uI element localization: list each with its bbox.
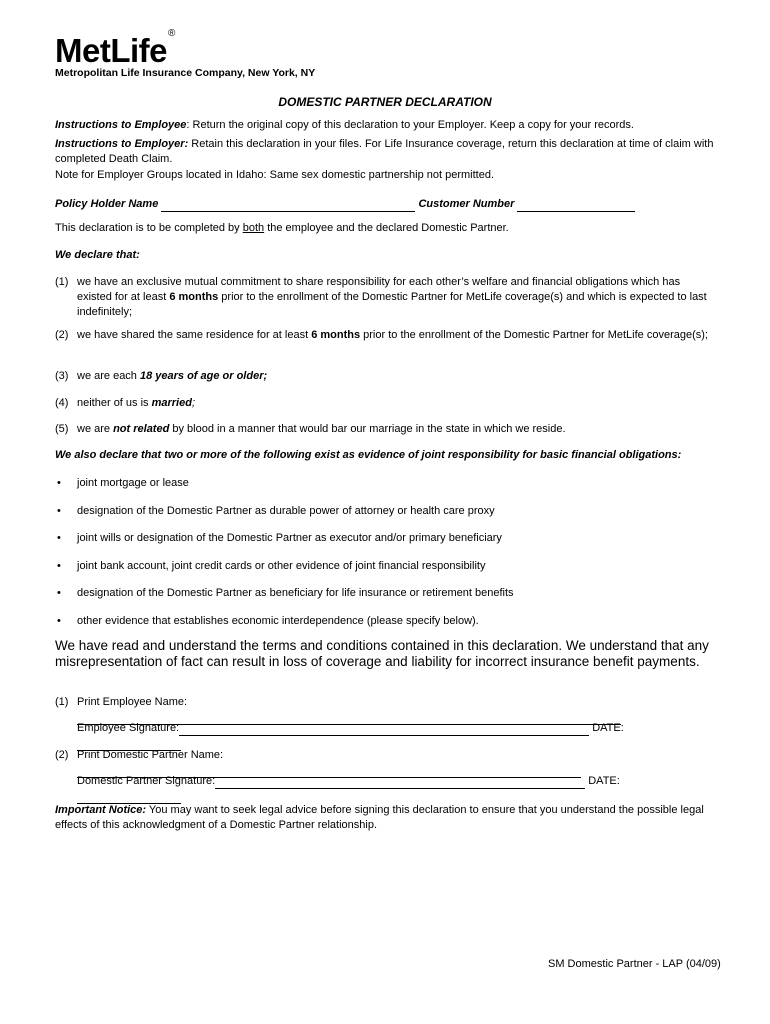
declaration-text: we are each (77, 370, 140, 382)
employee-signature-field[interactable] (179, 723, 589, 736)
declaration-emphasis: not related (113, 423, 170, 435)
declaration-item (77, 369, 717, 384)
company-name: Metropolitan Life Insurance Company, New York, NY (55, 67, 316, 79)
declaration-item (77, 396, 717, 411)
declaration-emphasis: 6 months (311, 329, 361, 341)
evidence-item: designation of the Domestic Partner as durable power of attorney or health care proxy (77, 505, 495, 517)
employee-instructions-label: Instructions to Employee (55, 119, 187, 131)
form-footer: SM Domestic Partner - LAP (04/09) (548, 958, 721, 970)
partner-signature-row (77, 774, 717, 804)
employee-signature-row (77, 721, 717, 751)
print-partner-label: Print Domestic Partner Name: (77, 749, 224, 761)
bullet-icon: • (57, 505, 61, 517)
also-declare-heading: We also declare that two or more of the following exist as evidence of joint responsibility for basic financial obligations: (55, 449, 682, 461)
bullet-icon: • (57, 532, 61, 544)
declaration-number: (5) (55, 423, 69, 435)
employee-signature-label: Employee Signature: (77, 722, 180, 734)
completion-note-rest: the employee and the declared Domestic Partner. (264, 222, 509, 234)
declaration-number: (3) (55, 370, 69, 382)
policy-holder-label: Policy Holder Name (55, 198, 159, 210)
declaration-number: (2) (55, 329, 69, 341)
partner-signature-field[interactable] (215, 776, 585, 789)
policy-holder-field[interactable] (161, 199, 415, 212)
policy-fields-row (55, 197, 715, 212)
bullet-icon: • (57, 587, 61, 599)
evidence-item: other evidence that establishes economic interdependence (please specify below). (77, 615, 479, 627)
declaration-text: ; (191, 397, 196, 409)
completion-note-both: both (242, 222, 265, 234)
declaration-number: (4) (55, 397, 69, 409)
declaration-emphasis: 18 years of age or older; (139, 370, 268, 382)
date-label: DATE: (592, 722, 624, 734)
employer-instructions (55, 137, 715, 167)
declaration-text: we have shared the same residence for at least (77, 329, 312, 341)
signature-number: (1) (55, 696, 69, 708)
important-notice-label: Important Notice: (55, 804, 147, 816)
declaration-text: prior to the enrollment of the Domestic Partner for MetLife coverage(s) and which is expected to last indefinitely; (77, 291, 707, 318)
employee-instructions-text: : Return the original copy of this declaration to your Employer. Keep a copy for your records. (186, 119, 634, 131)
idaho-note: Note for Employer Groups located in Idaho: Same sex domestic partnership not permitted. (55, 169, 494, 181)
declaration-emphasis: married (151, 397, 192, 409)
employer-instructions-label: Instructions to Employer: (55, 138, 189, 150)
evidence-item: joint bank account, joint credit cards or other evidence of joint financial responsibility (77, 560, 486, 572)
declaration-text: we have an exclusive mutual commitment to share responsibility for each other’s welfare and financial obligations which has existed for at least (77, 276, 681, 303)
declaration-emphasis: 6 months (169, 291, 219, 303)
customer-number-label: Customer Number (418, 198, 515, 210)
declaration-item (77, 328, 717, 343)
we-declare-heading: We declare that: (55, 249, 140, 261)
bullet-icon: • (57, 615, 61, 627)
date-label: DATE: (588, 775, 620, 787)
completion-note (55, 221, 715, 236)
bullet-icon: • (57, 477, 61, 489)
partner-signature-label: Domestic Partner Signature: (77, 775, 216, 787)
logo-text: MetLife (55, 32, 167, 69)
declaration-number: (1) (55, 276, 69, 288)
print-employee-label: Print Employee Name: (77, 696, 188, 708)
declaration-text: we are (77, 423, 114, 435)
registered-mark: ® (168, 28, 175, 39)
declaration-text: neither of us is (77, 397, 152, 409)
declaration-text: prior to the enrollment of the Domestic Partner for MetLife coverage(s); (360, 329, 708, 341)
acknowledgment-statement: We have read and understand the terms and conditions contained in this declaration. We understand that any misrepresentation of fact can result in loss of coverage and liability for incorrect insurance benefit payments. (55, 638, 709, 669)
evidence-item: joint mortgage or lease (77, 477, 189, 489)
declaration-item (77, 422, 717, 437)
evidence-item: joint wills or designation of the Domestic Partner as executor and/or primary beneficiary (77, 532, 502, 544)
declaration-item (77, 275, 717, 320)
page-title: DOMESTIC PARTNER DECLARATION (278, 95, 492, 109)
signature-number: (2) (55, 749, 69, 761)
employer-instructions-text: Retain this declaration in your files. For Life Insurance coverage, return this declaration at time of claim with completed Death Claim. (55, 138, 714, 165)
important-notice-text: You may want to seek legal advice before signing this declaration to ensure that you understand the possible legal effects of this acknowledgment of a Domestic Partner relationship. (55, 804, 704, 831)
employee-instructions (55, 118, 715, 133)
metlife-logo (55, 28, 175, 69)
evidence-item: designation of the Domestic Partner as beneficiary for life insurance or retirement benefits (77, 587, 514, 599)
customer-number-field[interactable] (517, 199, 635, 212)
bullet-icon: • (57, 560, 61, 572)
important-notice (55, 803, 715, 833)
completion-note-text: This declaration is to be completed by (55, 222, 243, 234)
declaration-text: by blood in a manner that would bar our marriage in the state in which we reside. (169, 423, 566, 435)
